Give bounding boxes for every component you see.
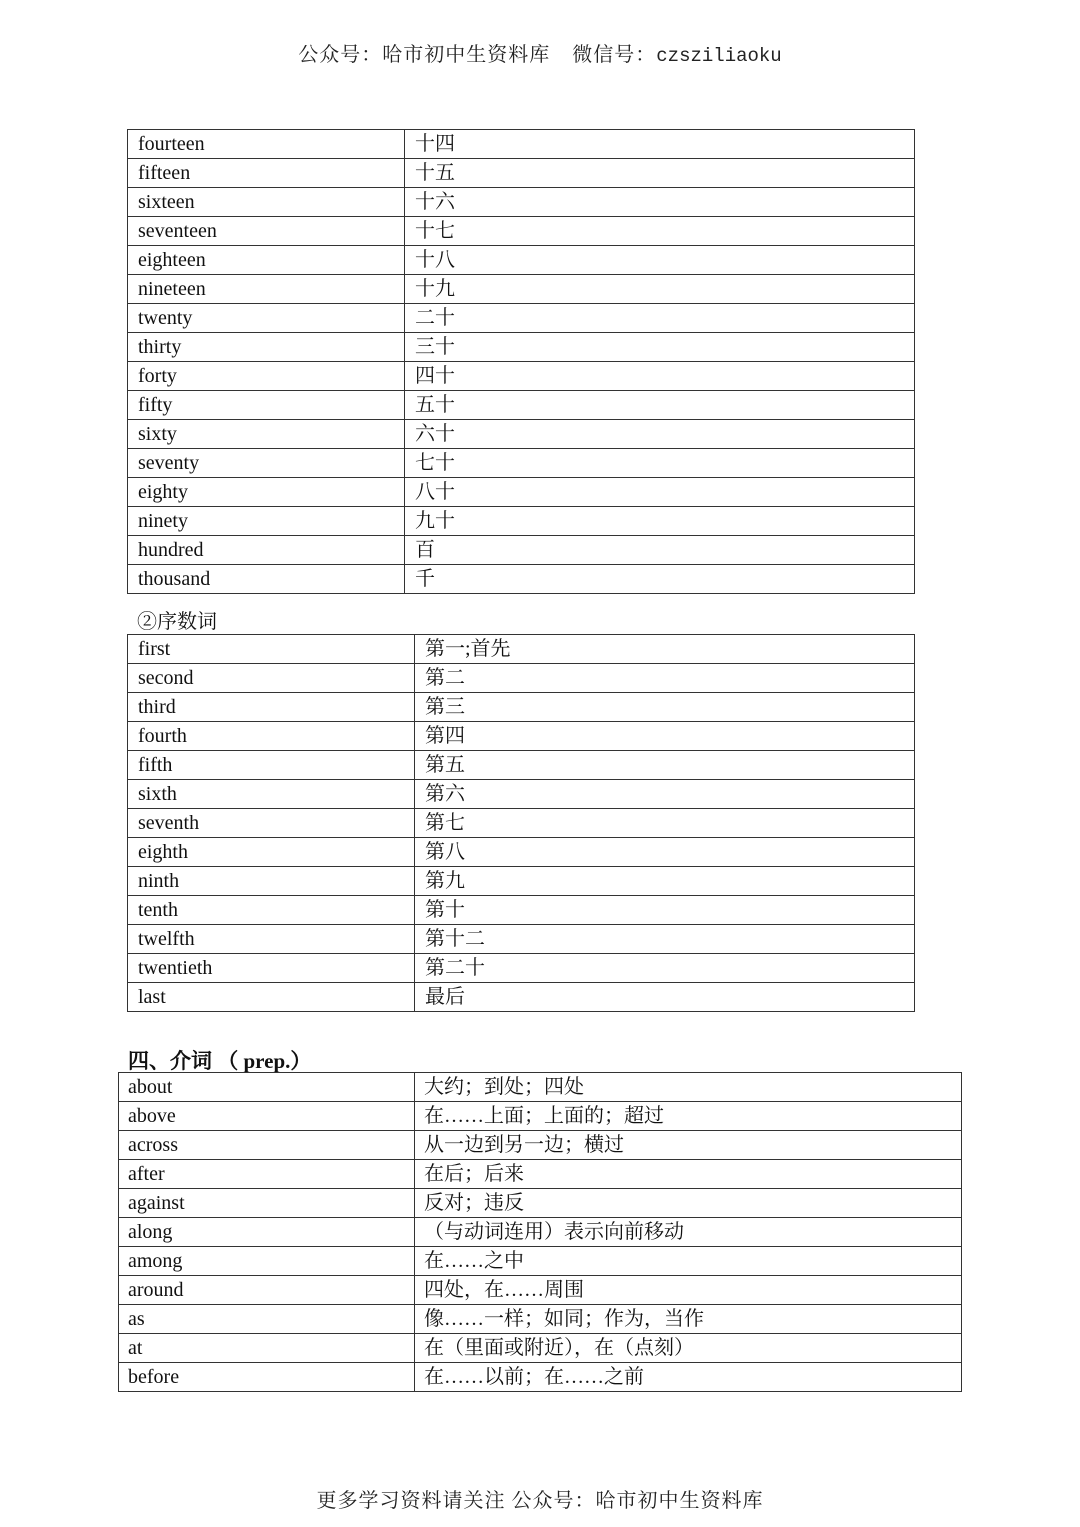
- english-word-cell: forty: [128, 362, 405, 391]
- english-word-cell: hundred: [128, 536, 405, 565]
- chinese-meaning-cell: 十五: [405, 159, 915, 188]
- ordinal-numbers-table: [127, 634, 915, 1012]
- table-row: [119, 1363, 962, 1392]
- english-word-cell: after: [119, 1160, 415, 1189]
- english-word-cell: last: [128, 983, 415, 1012]
- english-word-cell: eighteen: [128, 246, 405, 275]
- english-word-cell: about: [119, 1073, 415, 1102]
- chinese-meaning-cell: 十四: [405, 130, 915, 159]
- english-word-cell: second: [128, 664, 415, 693]
- english-word-cell: thousand: [128, 565, 405, 594]
- table-row: [128, 536, 915, 565]
- table-row: [128, 780, 915, 809]
- english-word-cell: fifth: [128, 751, 415, 780]
- english-word-cell: against: [119, 1189, 415, 1218]
- table-row: [128, 925, 915, 954]
- ordinal-numbers-label: ②序数词: [137, 611, 217, 633]
- table-row: [128, 983, 915, 1012]
- english-word-cell: seventeen: [128, 217, 405, 246]
- english-word-cell: first: [128, 635, 415, 664]
- english-word-cell: twentieth: [128, 954, 415, 983]
- english-word-cell: across: [119, 1131, 415, 1160]
- english-word-cell: fifty: [128, 391, 405, 420]
- chinese-meaning-cell: 第四: [415, 722, 915, 751]
- chinese-meaning-cell: 三十: [405, 333, 915, 362]
- chinese-meaning-cell: 在（里面或附近），在（点刻）: [415, 1334, 962, 1363]
- table-row: [128, 246, 915, 275]
- chinese-meaning-cell: 在……上面；上面的；超过: [415, 1102, 962, 1131]
- table-row: [128, 809, 915, 838]
- table-row: [128, 635, 915, 664]
- chinese-meaning-cell: 在后；后来: [415, 1160, 962, 1189]
- chinese-meaning-cell: 二十: [405, 304, 915, 333]
- chinese-meaning-cell: 百: [405, 536, 915, 565]
- chinese-meaning-cell: 第十二: [415, 925, 915, 954]
- table-row: [128, 664, 915, 693]
- chinese-meaning-cell: 在……之中: [415, 1247, 962, 1276]
- table-row: [128, 954, 915, 983]
- chinese-meaning-cell: 七十: [405, 449, 915, 478]
- table-row: [128, 217, 915, 246]
- page-header: [0, 38, 1080, 67]
- table-row: [119, 1131, 962, 1160]
- english-word-cell: before: [119, 1363, 415, 1392]
- chinese-meaning-cell: 四处，在……周围: [415, 1276, 962, 1305]
- chinese-meaning-cell: 从一边到另一边；横过: [415, 1131, 962, 1160]
- chinese-meaning-cell: 第六: [415, 780, 915, 809]
- english-word-cell: ninth: [128, 867, 415, 896]
- chinese-meaning-cell: 五十: [405, 391, 915, 420]
- english-word-cell: nineteen: [128, 275, 405, 304]
- chinese-meaning-cell: 八十: [405, 478, 915, 507]
- header-wechat-label: 微信号：: [572, 44, 657, 66]
- table-row: [128, 420, 915, 449]
- english-word-cell: twelfth: [128, 925, 415, 954]
- english-word-cell: eighty: [128, 478, 405, 507]
- table-row: [119, 1247, 962, 1276]
- english-word-cell: eighth: [128, 838, 415, 867]
- chinese-meaning-cell: 十九: [405, 275, 915, 304]
- english-word-cell: ninety: [128, 507, 405, 536]
- chinese-meaning-cell: 第二十: [415, 954, 915, 983]
- table-row: [128, 304, 915, 333]
- english-word-cell: seventy: [128, 449, 405, 478]
- chinese-meaning-cell: 第十: [415, 896, 915, 925]
- prepositions-table: [118, 1072, 962, 1392]
- english-word-cell: fourth: [128, 722, 415, 751]
- chinese-meaning-cell: 第二: [415, 664, 915, 693]
- english-word-cell: as: [119, 1305, 415, 1334]
- english-word-cell: tenth: [128, 896, 415, 925]
- chinese-meaning-cell: 第一;首先: [415, 635, 915, 664]
- table-row: [119, 1305, 962, 1334]
- english-word-cell: at: [119, 1334, 415, 1363]
- table-row: [119, 1334, 962, 1363]
- english-word-cell: sixteen: [128, 188, 405, 217]
- cardinal-numbers-table: [127, 129, 915, 594]
- table-row: [128, 867, 915, 896]
- english-word-cell: along: [119, 1218, 415, 1247]
- chinese-meaning-cell: 九十: [405, 507, 915, 536]
- table-row: [128, 565, 915, 594]
- chinese-meaning-cell: 大约；到处；四处: [415, 1073, 962, 1102]
- chinese-meaning-cell: 六十: [405, 420, 915, 449]
- english-word-cell: above: [119, 1102, 415, 1131]
- table-row: [128, 896, 915, 925]
- chinese-meaning-cell: 反对；违反: [415, 1189, 962, 1218]
- english-word-cell: sixty: [128, 420, 405, 449]
- chinese-meaning-cell: 第五: [415, 751, 915, 780]
- header-wechat-id: czsziliaoku: [656, 45, 782, 67]
- chinese-meaning-cell: 像……一样；如同；作为，当作: [415, 1305, 962, 1334]
- chinese-meaning-cell: 四十: [405, 362, 915, 391]
- header-public-account: 公众号：哈市初中生资料库: [298, 44, 551, 66]
- table-row: [128, 507, 915, 536]
- chinese-meaning-cell: 第九: [415, 867, 915, 896]
- table-row: [119, 1073, 962, 1102]
- table-row: [119, 1276, 962, 1305]
- english-word-cell: fourteen: [128, 130, 405, 159]
- table-row: [128, 188, 915, 217]
- table-row: [128, 333, 915, 362]
- table-row: [119, 1218, 962, 1247]
- english-word-cell: among: [119, 1247, 415, 1276]
- chinese-meaning-cell: 在……以前；在……之前: [415, 1363, 962, 1392]
- chinese-meaning-cell: （与动词连用）表示向前移动: [415, 1218, 962, 1247]
- chinese-meaning-cell: 第八: [415, 838, 915, 867]
- table-row: [128, 693, 915, 722]
- english-word-cell: around: [119, 1276, 415, 1305]
- table-row: [119, 1160, 962, 1189]
- table-row: [128, 838, 915, 867]
- chinese-meaning-cell: 第三: [415, 693, 915, 722]
- table-row: [128, 130, 915, 159]
- table-row: [128, 362, 915, 391]
- prepositions-heading: 四、介词 （ prep.）: [128, 1049, 312, 1073]
- chinese-meaning-cell: 十七: [405, 217, 915, 246]
- table-row: [128, 159, 915, 188]
- table-row: [128, 449, 915, 478]
- table-row: [128, 478, 915, 507]
- table-row: [119, 1102, 962, 1131]
- english-word-cell: third: [128, 693, 415, 722]
- english-word-cell: sixth: [128, 780, 415, 809]
- chinese-meaning-cell: 最后: [415, 983, 915, 1012]
- english-word-cell: twenty: [128, 304, 405, 333]
- chinese-meaning-cell: 十六: [405, 188, 915, 217]
- chinese-meaning-cell: 十八: [405, 246, 915, 275]
- table-row: [128, 391, 915, 420]
- chinese-meaning-cell: 第七: [415, 809, 915, 838]
- table-row: [119, 1189, 962, 1218]
- table-row: [128, 722, 915, 751]
- table-row: [128, 751, 915, 780]
- english-word-cell: fifteen: [128, 159, 405, 188]
- english-word-cell: seventh: [128, 809, 415, 838]
- chinese-meaning-cell: 千: [405, 565, 915, 594]
- table-row: [128, 275, 915, 304]
- english-word-cell: thirty: [128, 333, 405, 362]
- page-footer: 更多学习资料请关注 公众号：哈市初中生资料库: [316, 1490, 764, 1512]
